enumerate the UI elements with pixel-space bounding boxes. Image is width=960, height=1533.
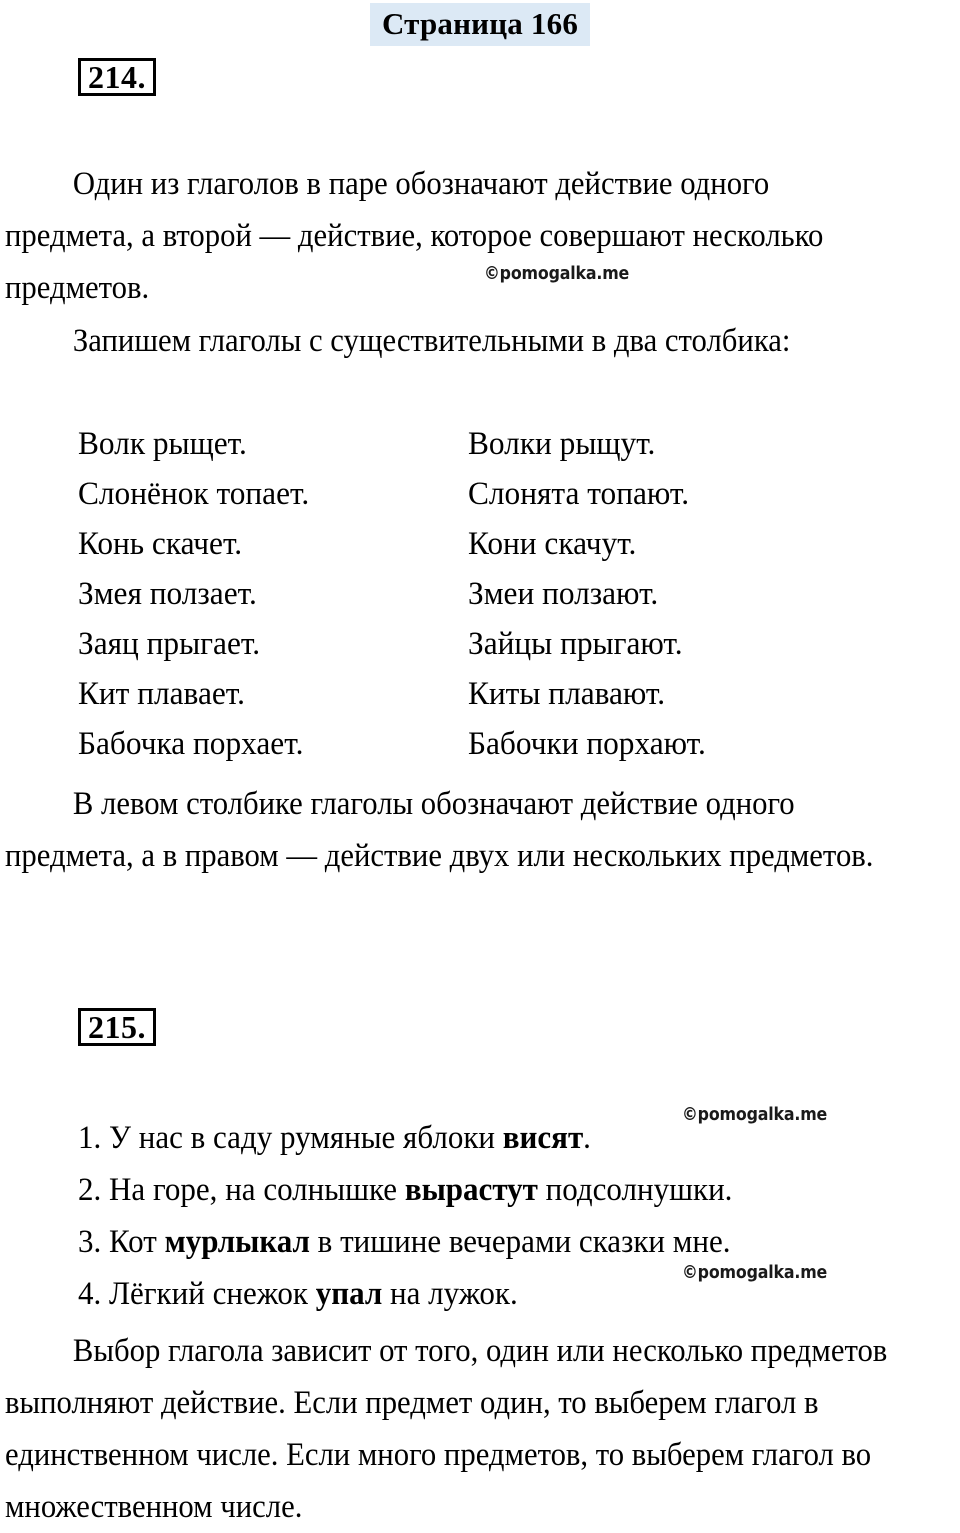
verb-plural: Змеи ползают.: [468, 576, 659, 612]
sentence-item: [78, 1164, 905, 1216]
exercise-215-conclusion-paragraph: Выбор глагола зависит от того, один или несколько предметов выполняют действие. Если предмет один, то выберем глагол в единственном числе. Если много предметов, то выберем глагол во множественном числе.: [5, 1333, 895, 1525]
watermark-pomogalka: ©pomogalka.me: [484, 263, 630, 284]
verb-singular: Змея ползает.: [78, 576, 257, 612]
sentence-text-before: Лёгкий снежок: [101, 1276, 316, 1312]
verb-row: [0, 720, 960, 770]
sentence-text-after: .: [583, 1120, 591, 1156]
sentence-bold-verb: упал: [315, 1276, 383, 1312]
verb-plural: Киты плавают.: [468, 676, 666, 712]
numbered-sentence-list: [78, 1112, 958, 1320]
verb-singular: Заяц прыгает.: [78, 626, 261, 662]
verb-two-column-list: [0, 420, 960, 770]
verb-plural: Слонята топают.: [468, 476, 690, 512]
page-title-container: [0, 0, 960, 48]
exercise-214-intro-paragraph: Один из глаголов в паре обозначают действие одного предмета, а второй — действие, которое совершают несколько предметов.: [5, 166, 832, 306]
verb-plural: Бабочки порхают.: [468, 726, 706, 762]
verb-row: [0, 470, 960, 520]
verb-row: [0, 620, 960, 670]
verb-singular: Слонёнок топает.: [78, 476, 310, 512]
verb-row: [0, 420, 960, 470]
verb-singular: Волк рыщет.: [78, 426, 247, 462]
verb-singular: Бабочка порхает.: [78, 726, 304, 762]
verb-row: [0, 520, 960, 570]
sentence-index: 3.: [78, 1224, 102, 1260]
sentence-item: [78, 1216, 905, 1268]
sentence-text-before: У нас в саду румяные яблоки: [101, 1120, 503, 1156]
page-title: Страница 166: [370, 3, 590, 46]
verb-plural: Волки рыщут.: [468, 426, 656, 462]
sentence-text-after: на лужок.: [382, 1276, 518, 1312]
sentence-text-after: в тишине вечерами сказки мне.: [309, 1224, 731, 1260]
sentence-index: 4.: [78, 1276, 102, 1312]
exercise-214-instruction-paragraph: Запишем глаголы с существительными в два столбика:: [72, 323, 791, 359]
verb-singular: Кит плавает.: [78, 676, 245, 712]
sentence-bold-verb: вырастут: [404, 1172, 538, 1208]
sentence-bold-verb: мурлыкал: [164, 1224, 310, 1260]
exercise-number-label: 215.: [88, 1009, 146, 1045]
sentence-bold-verb: висят: [502, 1120, 584, 1156]
verb-plural: Кони скачут.: [468, 526, 637, 562]
verb-singular: Конь скачет.: [78, 526, 243, 562]
sentence-index: 2.: [78, 1172, 102, 1208]
watermark-pomogalka: ©pomogalka.me: [682, 1104, 828, 1125]
sentence-index: 1.: [78, 1120, 102, 1156]
sentence-text-after: подсолнушки.: [537, 1172, 733, 1208]
verb-plural: Зайцы прыгают.: [468, 626, 683, 662]
verb-row: [0, 570, 960, 620]
exercise-number-label: 214.: [88, 59, 146, 95]
exercise-number-box-215: [78, 1008, 156, 1046]
exercise-number-box-214: [78, 58, 156, 96]
verb-row: [0, 670, 960, 720]
sentence-text-before: Кот: [101, 1224, 165, 1260]
watermark-pomogalka: ©pomogalka.me: [682, 1262, 828, 1283]
exercise-214-conclusion-paragraph: В левом столбике глаголы обозначают действие одного предмета, а в правом — действие двух или нескольких предметов.: [5, 786, 874, 874]
sentence-text-before: На горе, на солнышке: [101, 1172, 405, 1208]
